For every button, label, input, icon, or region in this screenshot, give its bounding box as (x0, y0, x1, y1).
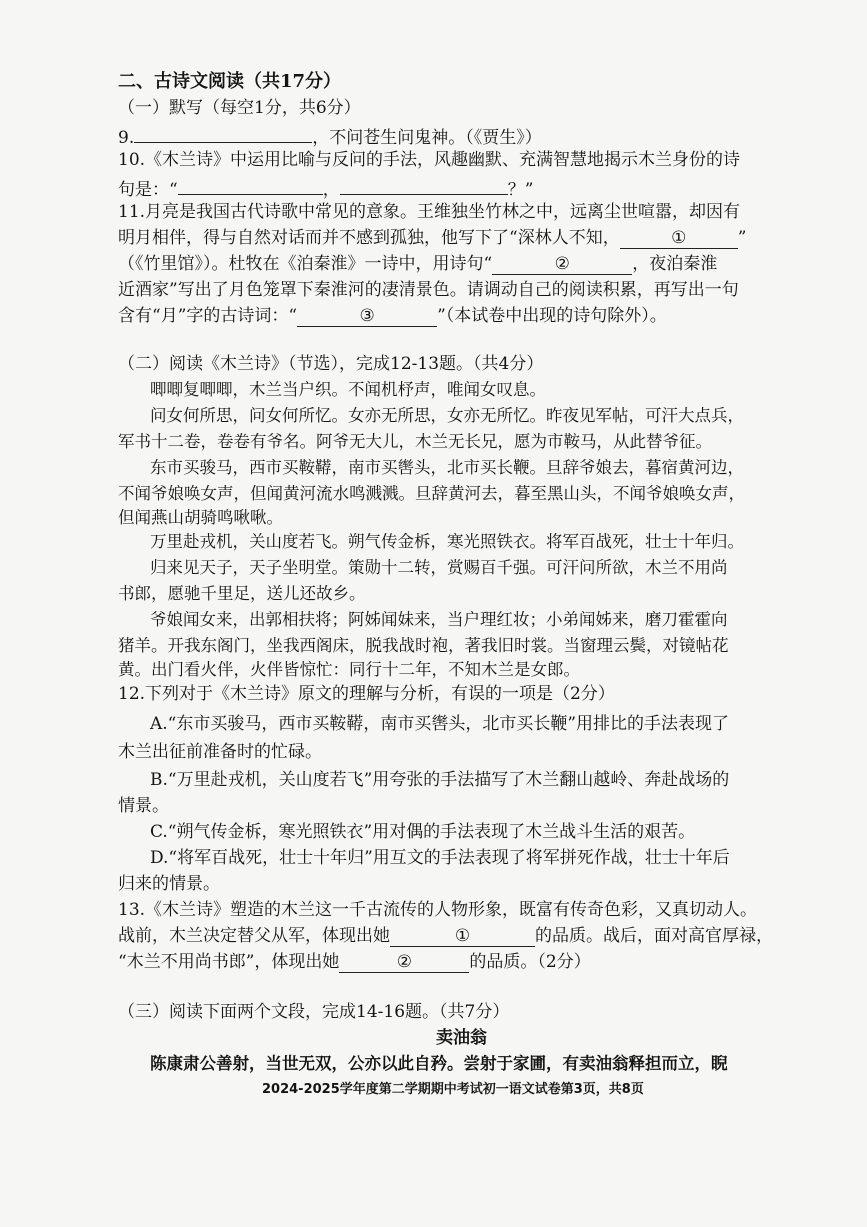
part2-title: （二）阅读《木兰诗》（节选），完成12-13题。（共4分） (118, 354, 544, 374)
question-11-line3: （《竹里馆》）。杜牧在《泊秦淮》一诗中，用诗句“ ② ，夜泊秦淮 (118, 254, 718, 274)
question-10-line2: 句是：“ ， ？” (118, 174, 533, 202)
poem-line: 军书十二卷，卷卷有爷名。阿爷无大儿，木兰无长兄，愿为市鞍马，从此替爷征。 (118, 432, 712, 451)
poem-line: 书郎，愿驰千里足，送儿还故乡。 (118, 584, 366, 603)
poem-line: 万里赴戎机，关山度若飞。朔气传金柝，寒光照铁衣。将军百战死，壮士十年归。 (150, 532, 744, 551)
question-10-line1: 10.《木兰诗》中运用比喻与反问的手法，风趣幽默、充满智慧地揭示木兰身份的诗 (118, 150, 741, 170)
answer-blank[interactable] (178, 174, 323, 195)
question-9: 9. ，不问苍生问鬼神。（《贾生》） (118, 122, 542, 150)
question-11-line4: 近酒家”写出了月色笼罩下秦淮河的凄清景色。请调动自己的阅读积累，再写出一句 (118, 280, 739, 300)
passage-line: 陈康肃公善射，当世无双，公亦以此自矜。尝射于家圃，有卖油翁释担而立，睨 (150, 1054, 728, 1073)
part3-title: （三）阅读下面两个文段，完成14-16题。（共7分） (118, 1002, 510, 1022)
option-b-cont: 情景。 (118, 796, 169, 816)
answer-blank[interactable]: ① (620, 228, 738, 249)
question-11-line2: 明月相伴，得与自然对话而并不感到孤独，他写下了“深林人不知， ① ” (118, 228, 747, 248)
question-13-line1: 13.《木兰诗》塑造的木兰这一千古流传的人物形象，既富有传奇色彩，又真切动人。 (118, 900, 758, 920)
question-13-line3: “木兰不用尚书郎”，体现出她 ② 的品质。（2分） (118, 952, 591, 972)
answer-blank[interactable]: ① (390, 926, 535, 947)
poem-line: 爷娘闻女来，出郭相扶将；阿姊闻妹来，当户理红妆；小弟闻姊来，磨刀霍霍向 (150, 610, 728, 629)
question-11-line5: 含有“月”字的古诗词：“ ③ ”（本试卷中出现的诗句除外）。 (118, 306, 667, 326)
option-c: C.“朔气传金柝，寒光照铁衣”用对偶的手法表现了木兰战斗生活的艰苦。 (150, 822, 696, 842)
option-a: A.“东市买骏马，西市买鞍鞯，南市买辔头，北市买长鞭”用排比的手法表现了 (150, 714, 730, 734)
poem-line: 归来见天子，天子坐明堂。策勋十二转，赏赐百千强。可汗问所欲，木兰不用尚 (150, 558, 728, 577)
option-d: D.“将军百战死，壮士十年归”用互文的手法表现了将军拼死作战，壮士十年后 (150, 848, 730, 868)
poem-line: 但闻燕山胡骑鸣啾啾。 (118, 508, 283, 527)
poem-line: 不闻爷娘唤女声，但闻黄河流水鸣溅溅。旦辞黄河去，暮至黑山头，不闻爷娘唤女声， (118, 484, 745, 503)
question-12-stem: 12.下列对于《木兰诗》原文的理解与分析，有误的一项是（2分） (118, 684, 615, 704)
option-d-cont: 归来的情景。 (118, 874, 220, 894)
poem-line: 问女何所思，问女何所忆。女亦无所思，女亦无所忆。昨夜见军帖，可汗大点兵， (150, 406, 744, 425)
poem-line: 黄。出门看火伴，火伴皆惊忙：同行十二年，不知木兰是女郎。 (118, 660, 580, 679)
answer-blank[interactable]: ② (492, 254, 632, 275)
poem-line: 唧唧复唧唧，木兰当户织。不闻机杼声，唯闻女叹息。 (150, 380, 546, 399)
answer-blank[interactable] (340, 174, 508, 195)
answer-blank[interactable] (134, 122, 312, 143)
option-b: B.“万里赴戎机，关山度若飞”用夸张的手法描写了木兰翻山越岭、奔赴战场的 (150, 770, 730, 790)
passage-title: 卖油翁 (436, 1028, 487, 1048)
question-11-line1: 11.月亮是我国古代诗歌中常见的意象。王维独坐竹林之中，远离尘世喧嚣，却因有 (118, 202, 741, 222)
part1-title: （一）默写（每空1分，共6分） (118, 98, 361, 118)
page-footer: 2024-2025学年度第二学期期中考试初一语文试卷第3页，共8页 (262, 1082, 644, 1097)
answer-blank[interactable]: ③ (297, 306, 437, 327)
poem-line: 东市买骏马，西市买鞍鞯，南市买辔头，北市买长鞭。旦辞爷娘去，暮宿黄河边， (150, 458, 744, 477)
question-13-line2: 战前，木兰决定替父从军，体现出她 ① 的品质。战后，面对高官厚禄， (118, 926, 773, 946)
answer-blank[interactable]: ② (339, 952, 469, 973)
section-title: 二、古诗文阅读（共17分） (118, 71, 342, 92)
poem-line: 猪羊。开我东阁门，坐我西阁床，脱我战时袍，著我旧时裳。当窗理云鬓，对镜帖花 (118, 636, 729, 655)
option-a-cont: 木兰出征前准备时的忙碌。 (118, 742, 322, 762)
